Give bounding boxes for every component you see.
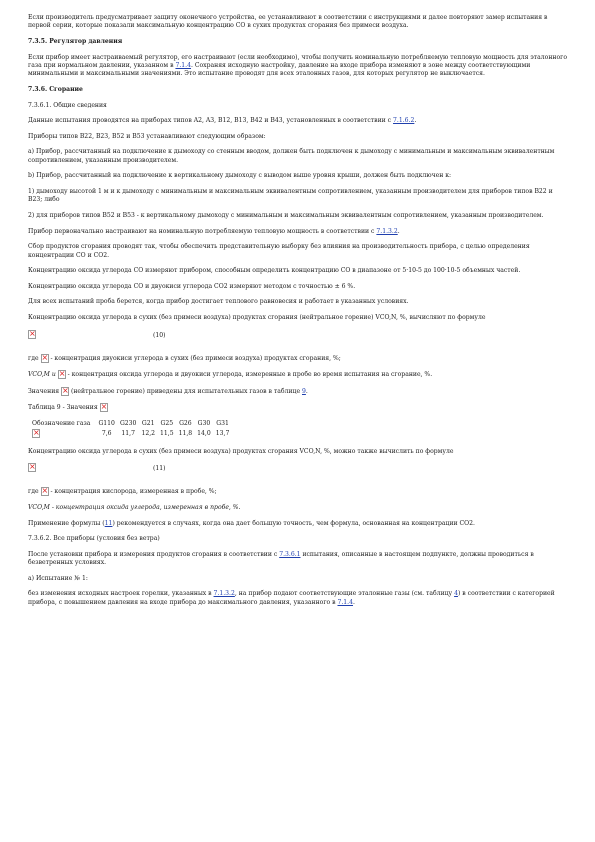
link-7-1-3-2[interactable]: 7.1.3.2	[376, 227, 398, 235]
link-7-1-3-2[interactable]: 7.1.3.2	[213, 590, 235, 598]
text: (нейтральное горение) приведены для испытательных газов в таблице	[70, 387, 301, 395]
paragraph	[28, 54, 567, 79]
paragraph	[28, 487, 567, 496]
paragraph: 2) для приборов типов B52 и B53 - к вертикальному дымоходу с минимальным и максимальным эквивалентным сопротивлением, указанным производителем.	[28, 211, 544, 219]
table-cell: G21	[141, 419, 155, 427]
formula-number: (11)	[153, 465, 166, 473]
broken-image-icon	[41, 487, 49, 496]
table-cell: 11,8	[178, 429, 193, 437]
section-heading-7-3-6: 7.3.6. Сгорание	[28, 86, 83, 93]
paragraph: Данные испытания проводятся на приборах типов A2, A3, B12, B13, B42 и B43, установленных в соответствии с 7.1.6.2.	[28, 117, 417, 125]
broken-image-icon	[32, 429, 40, 438]
text: Прибор первоначально настраивают на номинальную потребляемую тепловую мощность в соответствии с	[28, 227, 375, 235]
text: . Сохраняя исходную настройку, давление на входе прибора изменяют в зоне между соответствующими минимальными и максимальными значениями. Это испытание проводят для всех эталонных газов, для которых регулятор не выключается.	[28, 62, 531, 78]
text: VCO,M - концентрация оксида углерода, измеренная в пробе, %.	[28, 503, 241, 511]
paragraph: Приборы типов B22, B23, B52 и B53 устанавливают следующим образом:	[28, 132, 266, 140]
table-cell	[32, 429, 98, 439]
paragraph	[28, 551, 567, 568]
link-formula-11[interactable]: 11	[104, 519, 113, 527]
table-cell: 12,2	[141, 429, 156, 437]
text: После установки прибора и измерения продуктов сгорания в соответствии с	[28, 550, 278, 558]
paragraph: Сбор продуктов сгорания проводят так, чтобы обеспечить представительную выборку без влияния на производительность прибора, с целью определения концентрации CO и CO2.	[28, 243, 530, 259]
subsection-heading-7-3-6-2: 7.3.6.2. Все приборы (условия без ветра)	[28, 535, 160, 543]
table-cell: G110	[98, 419, 115, 427]
table-cell: 7,6	[101, 429, 112, 437]
broken-image-icon	[61, 387, 69, 396]
table-cell: G230	[119, 419, 137, 427]
paragraph: a) Прибор, рассчитанный на подключение к дымоходу со стенным вводом, должен быть подключен к дымоходу с минимальным и максимальным эквивалентным сопротивлением, указанным производителем.	[28, 148, 555, 164]
link-7-1-4[interactable]: 7.1.4	[175, 62, 191, 69]
formula-11	[28, 463, 567, 481]
paragraph	[28, 504, 567, 512]
text: Данные испытания проводятся на приборах типов A2, A3, B12, B13, B42 и B43, установленных в соответствии с	[28, 117, 392, 125]
paragraph: Концентрацию оксида углерода в сухих (без примеси воздуха) продуктах сгорания VCO,N, %, можно также вычислить по формуле	[28, 447, 454, 455]
table-header-row	[32, 420, 234, 429]
text: Применение формулы (	[28, 519, 105, 527]
table-cell: 11,5	[160, 429, 174, 437]
paragraph	[28, 520, 567, 528]
table-caption	[28, 403, 567, 412]
table-row	[32, 429, 234, 439]
paragraph: Прибор первоначально настраивают на номинальную потребляемую тепловую мощность в соответствии с 7.1.3.2.	[28, 227, 400, 235]
text: - концентрация оксида углерода и двуокиси углерода, измеренные в пробе во время испытания на сгорание, %.	[67, 371, 433, 379]
table-cell: G31	[216, 419, 229, 427]
table-cell: 13,7	[215, 429, 230, 437]
paragraph: a) Испытание № 1:	[28, 574, 88, 582]
table-cell: G26	[179, 419, 192, 427]
text: VCO,M и	[28, 371, 56, 379]
broken-image-icon	[28, 463, 36, 472]
text: - концентрация двуокиси углерода в сухих (без примеси воздуха) продуктах сгорания, %;	[50, 354, 341, 362]
table-cell: G25	[160, 419, 174, 427]
link-table-4[interactable]: 4	[454, 590, 458, 598]
table-9	[32, 420, 234, 440]
broken-image-icon	[41, 354, 49, 363]
paragraph	[28, 370, 567, 379]
text: где	[28, 488, 39, 496]
paragraph: Концентрацию оксида углерода CO и двуокиси углерода CO2 измеряют методом с точностью ± 6 %.	[28, 282, 356, 290]
text: ) рекомендуется в случаях, когда она дает большую точность, чем формула, основанная на концентрации CO2.	[112, 519, 475, 527]
link-table-9[interactable]: 9	[302, 387, 306, 395]
text: Таблица 9 - Значения	[28, 404, 98, 412]
paragraph: Значения × (нейтральное горение) приведены для испытательных газов в таблице 9.	[28, 387, 567, 396]
subsection-heading-7-3-6-1: 7.3.6.1. Общие сведения	[28, 101, 107, 109]
link-7-1-6-2[interactable]: 7.1.6.2	[393, 117, 415, 125]
text: ) в соответствии с категорией прибора, с повышением давления на входе прибора до максимального давления, указанного в	[28, 590, 555, 606]
text: Если прибор имеет настраиваемый регулятор, его настраивают (если необходимо), чтобы получить номинальную потребляемую тепловую мощность для эталонного газа при нормальном давлении, указанном в	[28, 53, 567, 69]
broken-image-icon	[28, 330, 36, 339]
table-cell: Обозначение газа	[32, 419, 91, 427]
table-cell: 11,7	[121, 429, 135, 437]
paragraph: 1) дымоходу высотой 1 м и к дымоходу с минимальным и максимальным эквивалентным сопротивлением, указанным производителем для приборов типов B22 и B23; либо	[28, 187, 553, 204]
paragraph: Концентрацию оксида углерода в сухих (без примеси воздуха) продуктах сгорания (нейтральное горение) VCO,N, %, вычисляют по формуле	[28, 313, 486, 321]
table-cell: G30	[197, 419, 211, 427]
text: , на прибор подают соответствующие эталонные газы (см. таблицу	[234, 590, 453, 598]
text: - концентрация кислорода, измеренная в пробе, %;	[50, 488, 217, 496]
paragraph: b) Прибор, рассчитанный на подключение к вертикальному дымоходу с выводом выше уровня крыши, должен быть подключен к:	[28, 172, 452, 180]
paragraph: Для всех испытаний проба берется, когда прибор достигает теплового равновесия и работает в указанных условиях.	[28, 298, 409, 306]
text: испытания, описанные в настоящем подпункте, должны проводиться в безветренных условиях.	[28, 550, 534, 567]
table-cell: 14,0	[197, 429, 211, 437]
section-heading-7-3-5: 7.3.5. Регулятор давления	[28, 38, 123, 45]
broken-image-icon	[58, 370, 66, 379]
paragraph: Концентрацию оксида углерода CO измеряют прибором, способным определить концентрацию CO в диапазоне от 5·10-5 до 100·10-5 объемных частей.	[28, 267, 521, 275]
paragraph	[28, 354, 567, 363]
formula-10	[28, 330, 567, 348]
paragraph: Если производитель предусматривает защиту оконечного устройства, ее устанавливают в соответствии с инструкциями и далее повторяют замер испытания в первой серии, которые показали максимальную концентрацию CO в сухих продуктах сгорания без примеси воздуха.	[28, 14, 548, 30]
text: без изменения исходных настроек горелки, указанных в	[28, 590, 212, 598]
broken-image-icon	[100, 403, 108, 412]
paragraph: без изменения исходных настроек горелки, указанных в 7.1.3.2, на прибор подают соответствующие эталонные газы (см. таблицу 4) в соответствии с категорией прибора, с повышением давления на входе прибора до максимального давления, указанного в 7.1.4.	[28, 590, 555, 606]
link-7-1-4[interactable]: 7.1.4	[337, 598, 353, 606]
text: Значения	[28, 387, 60, 395]
link-7-3-6-1[interactable]: 7.3.6.1	[279, 550, 301, 558]
text: где	[28, 354, 39, 362]
formula-number: (10)	[153, 331, 166, 339]
